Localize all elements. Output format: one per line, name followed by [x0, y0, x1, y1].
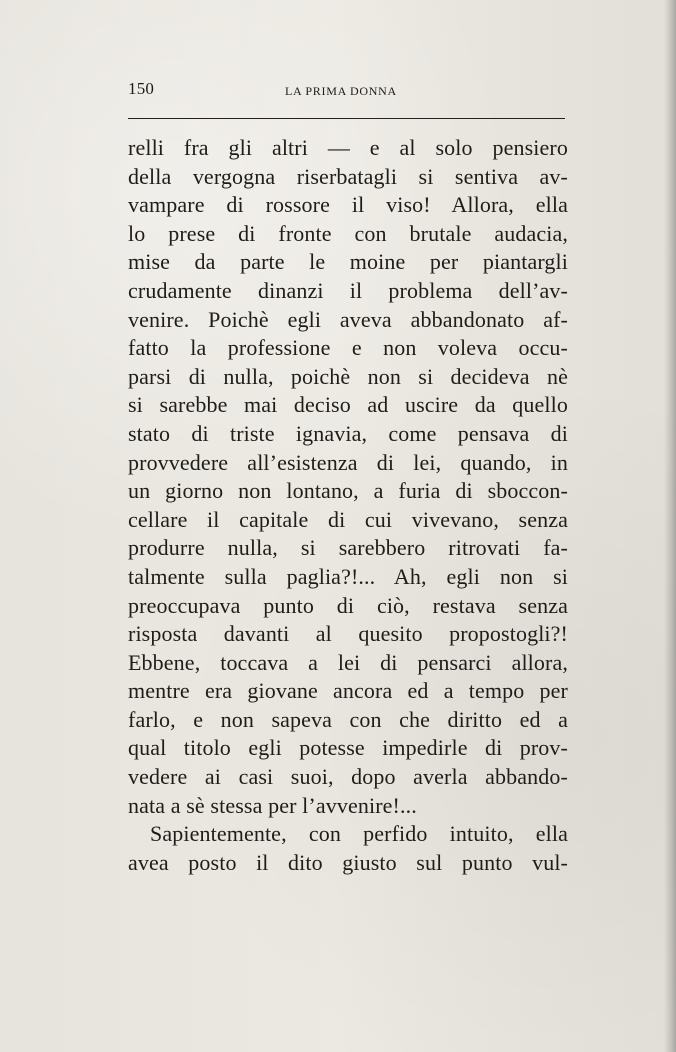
text-line: Ebbene, toccava a lei di pensarci allora, — [128, 649, 568, 675]
text-line: parsi di nulla, poichè non si decideva nè — [128, 363, 568, 389]
page-edge-shadow — [664, 0, 676, 1052]
text-line: avea posto il dito giusto sul punto vul- — [128, 849, 568, 875]
text-line: un giorno non lontano, a furia di sboccon- — [128, 478, 568, 504]
text-line: talmente sulla paglia?!... Ah, egli non si — [128, 563, 568, 589]
text-line: nata a sè stessa per l’avvenire!... — [128, 792, 417, 818]
text-line: della vergogna riserbatagli si sentiva av- — [128, 163, 568, 189]
text-line: qual titolo egli potesse impedirle di prov- — [128, 735, 568, 761]
header-rule — [128, 118, 565, 119]
text-line: risposta davanti al quesito propostogli?! — [128, 621, 568, 647]
text-line: preoccupava punto di ciò, restava senza — [128, 592, 568, 618]
text-line: farlo, e non sapeva con che diritto ed a — [128, 706, 568, 732]
text-line: vampare di rossore il viso! Allora, ella — [128, 192, 568, 218]
text-line: cellare il capitale di cui vivevano, senza — [128, 506, 568, 532]
page-header — [128, 79, 568, 103]
text-line: produrre nulla, si sarebbero ritrovati fa- — [128, 535, 568, 561]
text-line: fatto la professione e non voleva occu- — [128, 335, 568, 361]
text-line: stato di triste ignavia, come pensava di — [128, 420, 568, 446]
text-line: provvedere all’esistenza di lei, quando, in — [128, 449, 568, 475]
text-line: crudamente dinanzi il problema dell’av- — [128, 277, 568, 303]
text-line: venire. Poichè egli aveva abbandonato af- — [128, 306, 568, 332]
text-line: relli fra gli altri — e al solo pensiero — [128, 135, 568, 160]
text-line: mentre era giovane ancora ed a tempo per — [128, 678, 568, 704]
text-line: vedere ai casi suoi, dopo averla abbando- — [128, 764, 568, 790]
text-line: lo prese di fronte con brutale audacia, — [128, 220, 568, 246]
text-line: mise da parte le moine per piantargli — [128, 249, 568, 275]
text-line: si sarebbe mai deciso ad uscire da quello — [128, 392, 568, 418]
running-title: LA PRIMA DONNA — [285, 84, 397, 98]
paragraph-start-line: Sapientemente, con perfido intuito, ella — [150, 821, 568, 847]
body-text — [128, 134, 568, 877]
page-number: 150 — [128, 79, 155, 98]
